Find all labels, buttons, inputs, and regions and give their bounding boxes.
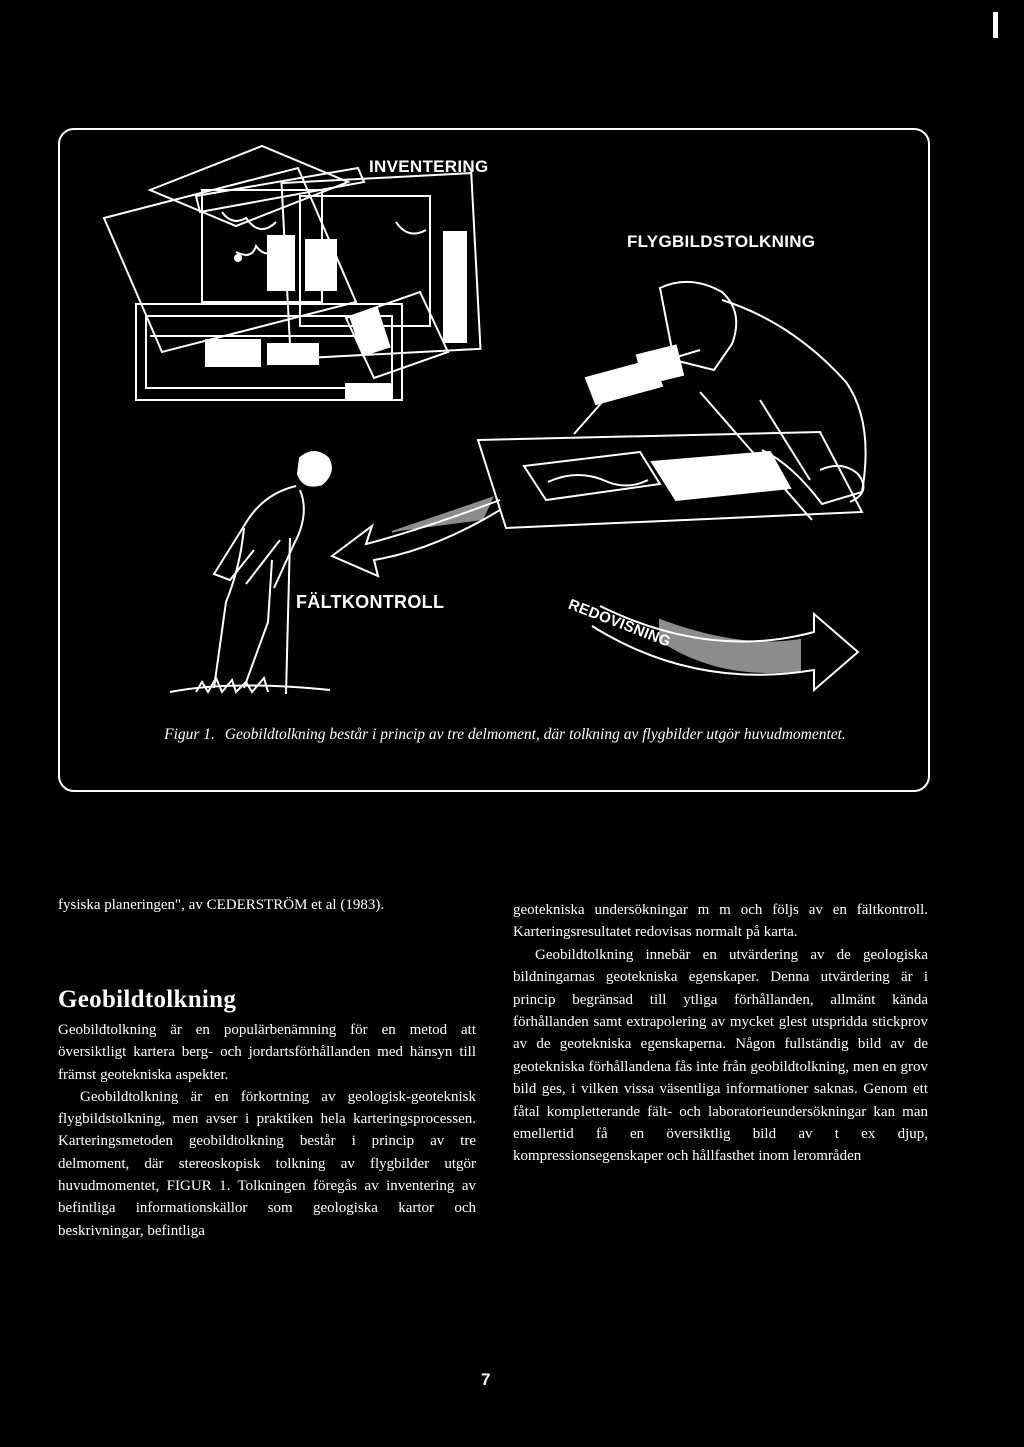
- right-paragraph-1: geotekniska undersökningar m m och följs av en fältkontroll. Karteringsresultatet redovisas normalt på karta.: [513, 902, 928, 941]
- right-column: [513, 899, 928, 1168]
- left-paragraph-1: Geobildtolkning är en populärbenämning för en metod att översiktligt kartera berg- och jordartsförhållanden med hänsyn till främst geotekniska aspekter.: [58, 1022, 476, 1083]
- label-redovisning: REDOVISNING: [565, 596, 674, 651]
- label-faltkontroll: FÄLTKONTROLL: [296, 592, 445, 612]
- left-column-body: [58, 1019, 476, 1242]
- right-paragraph-2: Geobildtolkning innebär en utvärdering av de geologiska bildningarnas geotekniska egenskaper. Denna utvärdering är i princip begränsad till ytliga förhållanden, allmänt kända förhållanden samt extrapolering av mycket glest utspridda stickprov av de geotekniska egenskaperna. Någon fullständig bild av de geotekniska förhållandena fås inte från geobildtolkning, men en grov bild ges, i vilken vissa väsentliga informationer saknas. Genom ett fåtal kompletterande fält- och laboratorieundersökningar kan man emellertid få en översiktlig bild av t ex djup, kompressionsegenskaper och hållfasthet inom lerområden: [513, 946, 928, 1165]
- caption-prefix: Figur 1.: [164, 726, 215, 743]
- interpreter-at-stereoscope-illustration: [478, 282, 866, 528]
- label-flygbildstolkning: FLYGBILDSTOLKNING: [627, 232, 816, 251]
- left-arrow-icon: [332, 498, 500, 576]
- page-number: 7: [481, 1370, 491, 1389]
- caption-text: Geobildtolkning består i princip av tre delmoment, där tolkning av flygbilder utgör huvudmomentet.: [224, 726, 846, 743]
- figure-caption: [110, 724, 900, 746]
- label-inventering: INVENTERING: [369, 157, 489, 176]
- left-column-intro: [58, 894, 476, 916]
- map-sheets-illustration: [104, 146, 480, 400]
- section-heading: Geobildtolkning: [58, 986, 237, 1013]
- field-geologist-illustration: [170, 452, 331, 694]
- intro-paragraph: fysiska planeringen", av CEDERSTRÖM et al (1983).: [58, 897, 385, 913]
- left-paragraph-2: Geobildtolkning är en förkortning av geologisk-geoteknisk flygbildstolkning, men avser i praktiken hela karteringsprocessen. Karteringsmetoden geobildtolkning består i princip av tre delmoment, där stereoskopisk tolkning av flygbilder utgör huvudmomentet, FIGUR 1. Tolkningen föregås av inventering av befintliga informationskällor som geologiska kartor och beskrivningar, befintliga: [58, 1088, 476, 1239]
